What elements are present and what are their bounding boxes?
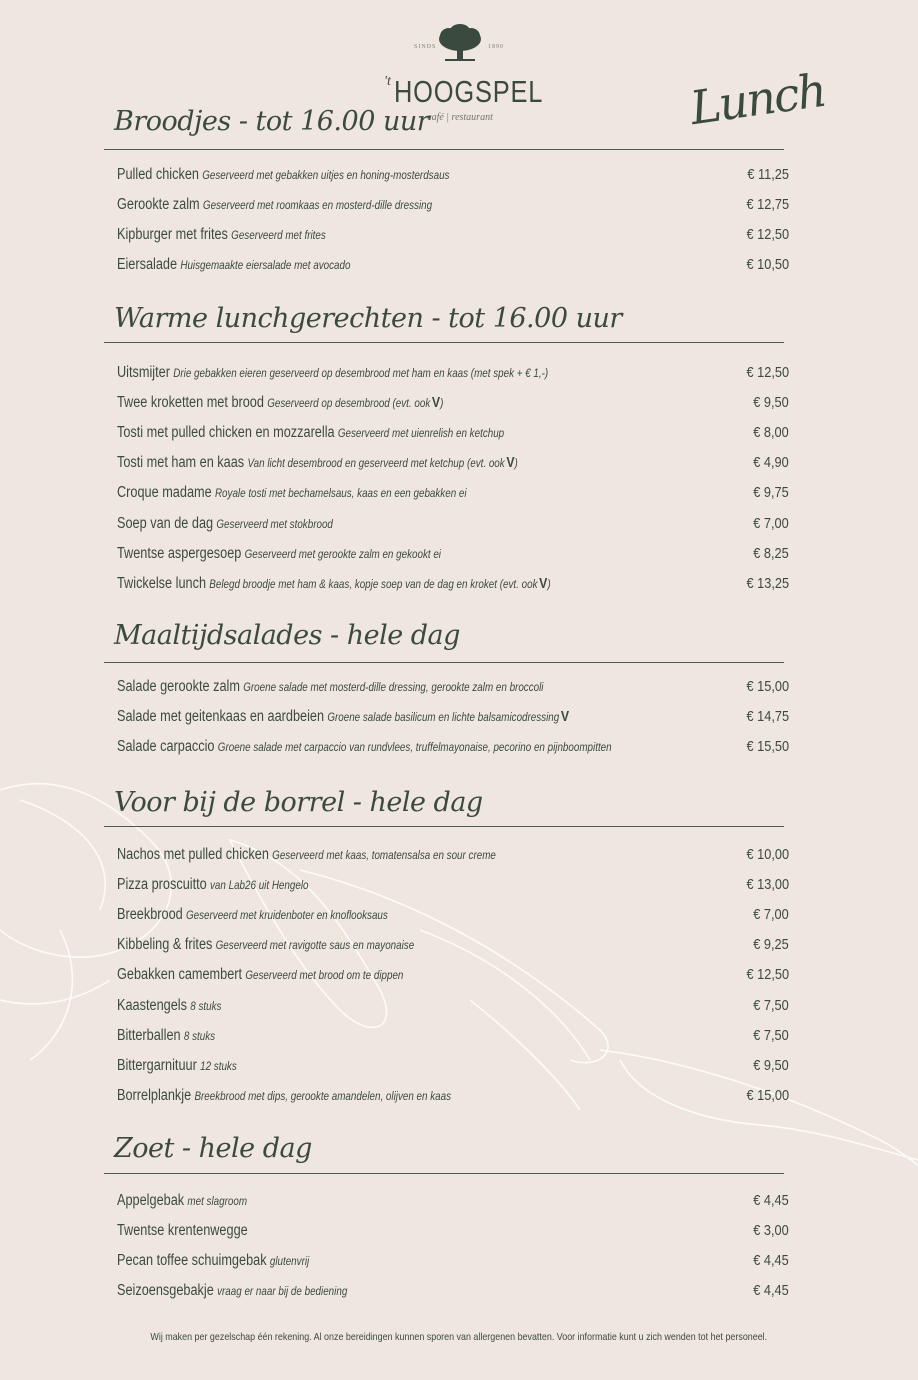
item-description-end: )	[514, 456, 518, 470]
footer-note: Wij maken per gezelschap één rekening. Al onze bereidingen kunnen sporen van allergenen bevatten. Voor informatie kunt u zich wenden tot het personeel.	[150, 1331, 768, 1343]
menu-item-text	[117, 364, 548, 382]
menu-item-text	[117, 1222, 248, 1240]
menu-item-text	[117, 708, 569, 726]
item-name: Breekbrood	[117, 906, 183, 923]
item-description: Geserveerd met kruidenboter en knoflooksaus	[185, 908, 388, 922]
item-description: Geserveerd met brood om te dippen	[245, 968, 404, 982]
menu-item	[117, 364, 789, 386]
item-name: Salade met geitenkaas en aardbeien	[117, 708, 325, 725]
menu-item-text	[117, 1252, 309, 1270]
menu-item-text	[117, 678, 543, 696]
item-description: Geserveerd met uienrelish en ketchup	[337, 426, 505, 440]
menu-item-text	[117, 196, 432, 214]
menu-item	[117, 936, 789, 958]
item-name: Twentse krentenwegge	[117, 1222, 248, 1239]
vegetarian-mark-icon: V	[506, 454, 515, 471]
item-price: € 12,50	[746, 364, 789, 381]
vegetarian-mark-icon: V	[431, 394, 441, 411]
item-description-end: )	[547, 577, 551, 591]
section-divider	[104, 149, 784, 150]
menu-item-text	[117, 394, 443, 412]
menu-item-text	[117, 454, 518, 472]
item-name: Nachos met pulled chicken	[117, 846, 269, 863]
item-price: € 13,25	[746, 575, 789, 592]
item-name: Pulled chicken	[117, 166, 199, 183]
item-price: € 13,00	[746, 876, 789, 893]
menu-item	[117, 678, 789, 700]
menu-item	[117, 196, 789, 218]
item-description: Breekbrood met dips, gerookte amandelen, olijven en kaas	[194, 1089, 452, 1103]
item-name: Soep van de dag	[117, 515, 214, 532]
item-price: € 9,50	[753, 1057, 789, 1074]
item-price: € 10,50	[746, 256, 789, 273]
item-price: € 4,90	[753, 454, 789, 471]
menu-item-text	[117, 1087, 451, 1105]
item-description: Drie gebakken eieren geserveerd op desembrood met ham en kaas (met spek + € 1,-)	[173, 366, 549, 380]
menu-item-text	[117, 545, 441, 563]
vegetarian-mark-icon: V	[560, 708, 570, 725]
menu-item-text	[117, 936, 414, 954]
menu-item	[117, 1252, 789, 1274]
menu-item-text	[117, 515, 333, 533]
logo-prefix: 't	[384, 74, 391, 89]
menu-item	[117, 1282, 789, 1304]
item-price: € 9,75	[753, 484, 789, 501]
item-price: € 12,50	[746, 966, 789, 983]
menu-item-text	[117, 424, 504, 442]
item-price: € 3,00	[753, 1222, 789, 1239]
menu-item-text	[117, 484, 467, 502]
item-description-end: )	[440, 396, 444, 410]
menu-item-text	[117, 738, 612, 756]
menu-item	[117, 226, 789, 248]
item-price: € 12,75	[746, 196, 789, 213]
item-price: € 15,00	[746, 1087, 789, 1104]
menu-item-text	[117, 1057, 237, 1075]
menu-item	[117, 1222, 789, 1244]
section-divider	[104, 662, 784, 663]
item-name: Borrelplankje	[117, 1087, 192, 1104]
section-divider	[104, 1173, 784, 1174]
item-name: Gebakken camembert	[117, 966, 243, 983]
menu-item-text	[117, 166, 449, 184]
menu-item-text	[117, 1282, 347, 1300]
item-description: Geserveerd met kaas, tomatensalsa en sour creme	[272, 848, 496, 862]
oak-tree-icon	[437, 24, 483, 64]
item-price: € 14,75	[746, 708, 789, 725]
item-price: € 7,00	[753, 906, 789, 923]
section-title: Zoet - hele dag	[114, 1133, 312, 1164]
item-name: Appelgebak	[117, 1192, 185, 1209]
item-price: € 15,00	[746, 678, 789, 695]
item-description: Geserveerd met roomkaas en mosterd-dille dressing	[202, 198, 433, 212]
menu-item	[117, 997, 789, 1019]
item-name: Twickelse lunch	[117, 575, 207, 592]
item-description: Huisgemaakte eiersalade met avocado	[180, 258, 351, 272]
item-price: € 12,50	[746, 226, 789, 243]
menu-item	[117, 738, 789, 760]
item-description: met slagroom	[187, 1194, 248, 1208]
item-description: Groene salade basilicum en lichte balsamicodressing	[327, 710, 560, 724]
item-name: Eiersalade	[117, 256, 178, 273]
menu-item	[117, 1087, 789, 1109]
item-name: Pecan toffee schuimgebak	[117, 1252, 267, 1269]
item-description: vraag er naar bij de bediening	[217, 1284, 348, 1298]
item-price: € 7,50	[753, 997, 789, 1014]
menu-item	[117, 454, 789, 476]
menu-title: Lunch	[686, 62, 829, 136]
item-price: € 10,00	[746, 846, 789, 863]
item-description: Royale tosti met bechamelsaus, kaas en een gebakken ei	[214, 486, 467, 500]
item-price: € 7,00	[753, 515, 789, 532]
item-description: Van licht desembrood en geserveerd met ketchup (evt. ook	[247, 456, 505, 470]
item-description: Geserveerd met gerookte zalm en gekookt ei	[244, 547, 442, 561]
section-title: Voor bij de borrel - hele dag	[114, 787, 483, 818]
menu-item-text	[117, 997, 221, 1015]
item-name: Gerookte zalm	[117, 196, 200, 213]
item-price: € 4,45	[753, 1252, 789, 1269]
menu-item	[117, 256, 789, 278]
item-name: Pizza proscuitto	[117, 876, 207, 893]
menu-item	[117, 876, 789, 898]
section-title: Maaltijdsalades - hele dag	[114, 620, 460, 651]
menu-item	[117, 1192, 789, 1214]
item-description: 8 stuks	[183, 1029, 216, 1043]
item-description: 8 stuks	[190, 999, 222, 1013]
logo-subtitle: café | restaurant	[427, 112, 493, 123]
menu-item	[117, 846, 789, 868]
item-name: Salade carpaccio	[117, 738, 215, 755]
item-name: Twee kroketten met brood	[117, 394, 264, 411]
menu-item-text	[117, 226, 326, 244]
menu-item	[117, 966, 789, 988]
item-description: glutenvrij	[269, 1254, 310, 1268]
menu-item-text	[117, 1027, 215, 1045]
menu-item-text	[117, 966, 403, 984]
item-description: van Lab26 uit Hengelo	[210, 878, 309, 892]
item-name: Kaastengels	[117, 997, 187, 1014]
section-divider	[104, 826, 784, 827]
item-description: Geserveerd met stokbrood	[216, 517, 333, 531]
logo-since-label: SINDS	[414, 44, 437, 50]
menu-item-text	[117, 846, 496, 864]
item-price: € 8,00	[753, 424, 789, 441]
item-name: Tosti met ham en kaas	[117, 454, 245, 471]
menu-item-text	[117, 906, 388, 924]
menu-item	[117, 1057, 789, 1079]
item-name: Twentse aspergesoep	[117, 545, 242, 562]
menu-item	[117, 166, 789, 188]
item-name: Kipburger met frites	[117, 226, 228, 243]
menu-item	[117, 1027, 789, 1049]
menu-item	[117, 394, 789, 416]
menu-item	[117, 575, 789, 597]
item-name: Bittergarnituur	[117, 1057, 197, 1074]
item-price: € 4,45	[753, 1282, 789, 1299]
item-name: Seizoensgebakje	[117, 1282, 214, 1299]
menu-item	[117, 545, 789, 567]
item-description: Geserveerd met gebakken uitjes en honing-mosterdsaus	[202, 168, 450, 182]
section-title: Warme lunchgerechten - tot 16.00 uur	[114, 303, 622, 334]
item-price: € 11,25	[747, 166, 789, 183]
section-title: Broodjes - tot 16.00 uur	[114, 106, 430, 137]
vegetarian-mark-icon: V	[539, 575, 548, 592]
item-name: Tosti met pulled chicken en mozzarella	[117, 424, 335, 441]
item-description: Geserveerd met ravigotte saus en mayonaise	[215, 938, 415, 952]
item-price: € 4,45	[753, 1192, 789, 1209]
item-name: Salade gerookte zalm	[117, 678, 240, 695]
item-description: Geserveerd op desembrood (evt. ook	[267, 396, 431, 410]
logo-name: HOOGSPEL	[394, 74, 544, 109]
section-divider	[104, 342, 784, 343]
item-price: € 8,25	[753, 545, 789, 562]
menu-item	[117, 484, 789, 506]
logo-year-label: 1890	[488, 44, 504, 50]
menu-item	[117, 906, 789, 928]
item-name: Bitterballen	[117, 1027, 181, 1044]
item-name: Kibbeling & frites	[117, 936, 213, 953]
menu-item	[117, 708, 789, 730]
menu-item-text	[117, 876, 308, 894]
item-description: Belegd broodje met ham & kaas, kopje soep van de dag en kroket (evt. ook	[209, 577, 538, 591]
item-price: € 9,25	[753, 936, 789, 953]
menu-item	[117, 424, 789, 446]
item-name: Uitsmijter	[117, 364, 170, 381]
item-description: Geserveerd met frites	[231, 228, 326, 242]
menu-item-text	[117, 575, 551, 593]
menu-item-text	[117, 256, 350, 274]
item-name: Croque madame	[117, 484, 212, 501]
menu-item	[117, 515, 789, 537]
item-description: Groene salade met carpaccio van rundvlees, truffelmayonaise, pecorino en pijnboompitten	[217, 740, 612, 754]
item-description: Groene salade met mosterd-dille dressing, gerookte zalm en broccoli	[243, 680, 544, 694]
item-price: € 15,50	[746, 738, 789, 755]
item-price: € 7,50	[753, 1027, 789, 1044]
item-description: 12 stuks	[200, 1059, 237, 1073]
item-price: € 9,50	[753, 394, 789, 411]
menu-item-text	[117, 1192, 247, 1210]
